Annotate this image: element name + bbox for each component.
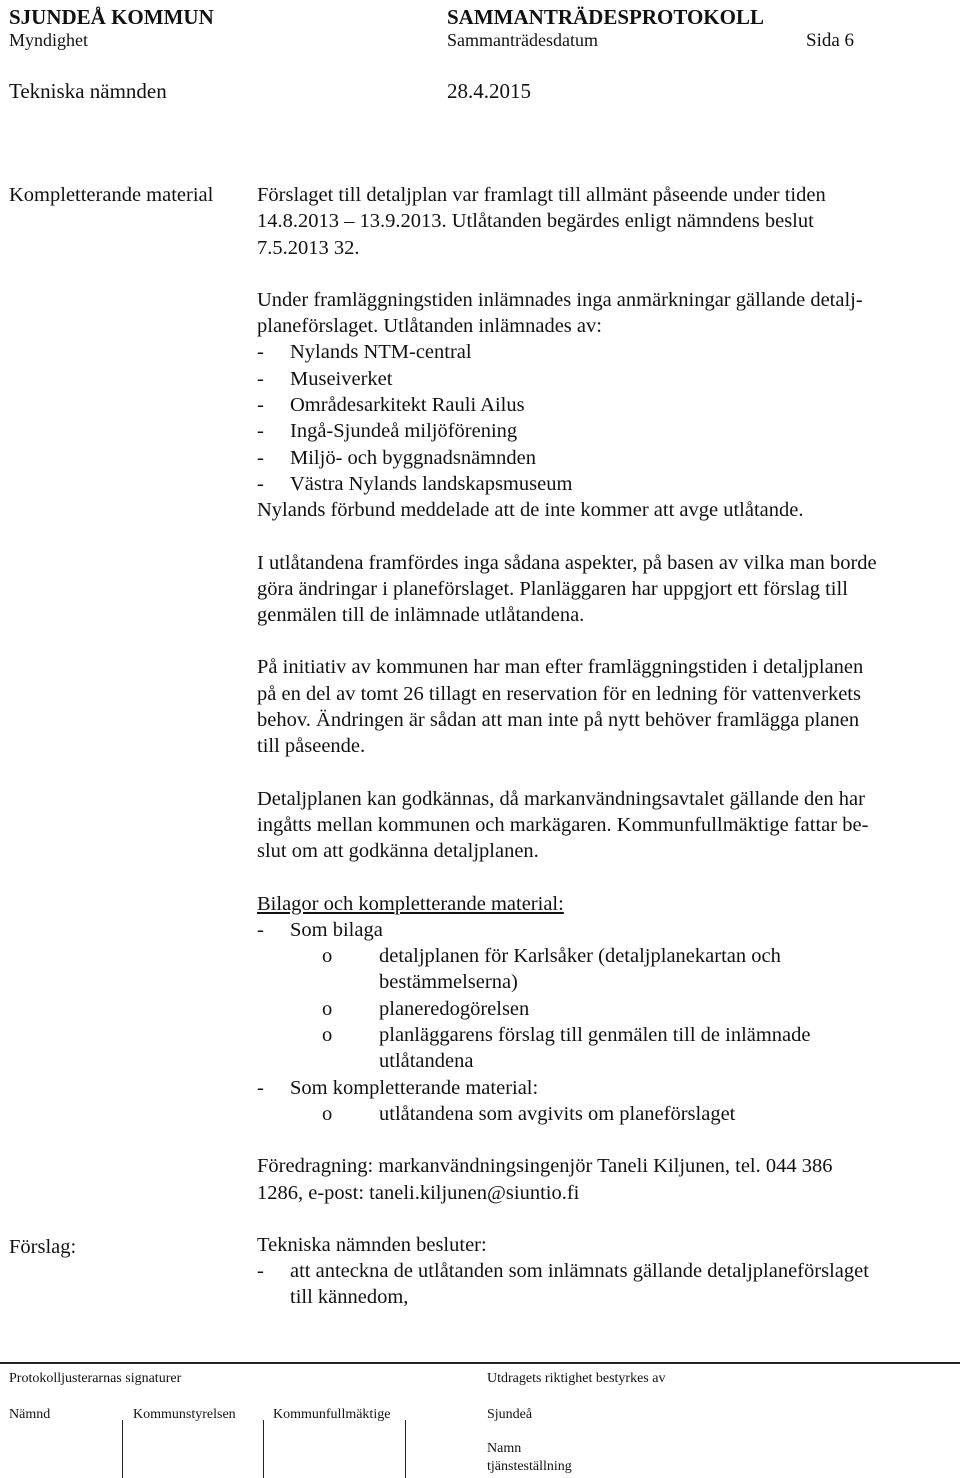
list-item: - Miljö- och byggnadsnämnden bbox=[257, 446, 536, 469]
text-line: Detaljplanen kan godkännas, då markanvändningsavtalet gällande den har bbox=[257, 787, 865, 810]
text-line: På initiativ av kommunen har man efter framläggningstiden i detaljplanen bbox=[257, 656, 864, 679]
attachment-item: o planläggarens förslag till genmälen till de inlämnade utlåtandena bbox=[322, 1024, 811, 1073]
document-type: SAMMANTRÄDESPROTOKOLL bbox=[447, 5, 764, 29]
list-item: - Västra Nylands landskapsmuseum bbox=[257, 472, 573, 495]
footer-column-board: Nämnd bbox=[9, 1407, 51, 1422]
list-item: - Områdesarkitekt Rauli Ailus bbox=[257, 394, 525, 417]
text-line: slut om att godkänna detaljplanen. bbox=[257, 840, 539, 863]
presenter-line: 1286, e-post: taneli.kiljunen@siuntio.fi bbox=[257, 1181, 580, 1204]
text-line: Förslaget till detaljplan var framlagt till allmänt påseende under tiden bbox=[257, 184, 826, 206]
proposal-item: - att anteckna de utlåtanden som inlämnats gällande detaljplaneförslaget bbox=[257, 1260, 869, 1283]
authority-label: Myndighet bbox=[9, 30, 88, 50]
list-item: - Som kompletterande material: bbox=[257, 1076, 539, 1099]
document-body bbox=[257, 182, 877, 1311]
signatures-label: Protokolljusterarnas signaturer bbox=[9, 1371, 182, 1386]
footer-column-divider bbox=[122, 1420, 123, 1478]
presenter-line: Föredragning: markanvändningsingenjör Taneli Kiljunen, tel. 044 386 bbox=[257, 1155, 833, 1178]
text-line: planeförslaget. Utlåtanden inlämnades av: bbox=[257, 315, 602, 338]
footer-column-divider bbox=[405, 1420, 406, 1478]
proposal-heading: Tekniska nämnden besluter: bbox=[257, 1233, 487, 1256]
authority-name: Tekniska nämnden bbox=[9, 79, 167, 103]
municipality-name: SJUNDEÅ KOMMUN bbox=[9, 5, 214, 29]
list-item: - Som bilaga bbox=[257, 918, 383, 941]
text-line: I utlåtandena framfördes inga sådana aspekter, på basen av vilka man borde bbox=[257, 551, 877, 574]
text-line: ingåtts mellan kommunen och markägaren. Kommunfullmäktige fattar be- bbox=[257, 813, 869, 836]
footer-column-executive: Kommunstyrelsen bbox=[133, 1407, 236, 1422]
text-line: Under framläggningstiden inlämnades inga anmärkningar gällande detalj- bbox=[257, 288, 863, 311]
text-line: till påseende. bbox=[257, 735, 366, 758]
list-item: - Ingå-Sjundeå miljöförening bbox=[257, 420, 518, 443]
meeting-date-label: Sammanträdesdatum bbox=[447, 30, 598, 50]
attachments-heading: Bilagor och kompletterande material: bbox=[257, 892, 564, 915]
page-number: Sida 6 bbox=[806, 30, 855, 51]
footer-place: Sjundeå bbox=[487, 1407, 533, 1422]
text-line: på en del av tomt 26 tillagt en reservation för en ledning för vattenverkets bbox=[257, 682, 861, 705]
supplementary-item: o utlåtandena som avgivits om planeförslaget bbox=[322, 1102, 736, 1125]
text-line: göra ändringar i planeförslaget. Planläggaren har uppgjort ett förslag till bbox=[257, 577, 848, 600]
proposal-label: Förslag: bbox=[9, 1236, 77, 1258]
footer-position-label: tjänsteställning bbox=[487, 1459, 572, 1474]
meeting-date: 28.4.2015 bbox=[447, 79, 531, 103]
text-line: behov. Ändringen är sådan att man inte på nytt behöver framlägga planen bbox=[257, 709, 860, 732]
footer-divider bbox=[0, 1362, 960, 1364]
footer-column-divider bbox=[263, 1420, 264, 1478]
list-item: - Nylands NTM-central bbox=[257, 341, 472, 364]
certified-label: Utdragets riktighet bestyrkes av bbox=[487, 1371, 666, 1386]
footer-name-label: Namn bbox=[487, 1441, 522, 1456]
text-line: 7.5.2013 32. bbox=[257, 236, 360, 259]
supplementary-material-label: Kompletterande material bbox=[9, 184, 214, 206]
text-line: genmälen till de inlämnade utlåtandena. bbox=[257, 604, 585, 627]
proposal-item: till kännedom, bbox=[290, 1286, 409, 1309]
text-line: Nylands förbund meddelade att de inte kommer att avge utlåtande. bbox=[257, 499, 804, 522]
footer-column-council: Kommunfullmäktige bbox=[273, 1407, 391, 1422]
attachment-item: o detaljplanen för Karlsåker (detaljplanekartan och bestämmelserna) bbox=[322, 945, 781, 994]
list-item: - Museiverket bbox=[257, 367, 393, 390]
attachment-item: o planeredogörelsen bbox=[322, 997, 530, 1020]
text-line: 14.8.2013 – 13.9.2013. Utlåtanden begärdes enligt nämndens beslut bbox=[257, 210, 814, 233]
